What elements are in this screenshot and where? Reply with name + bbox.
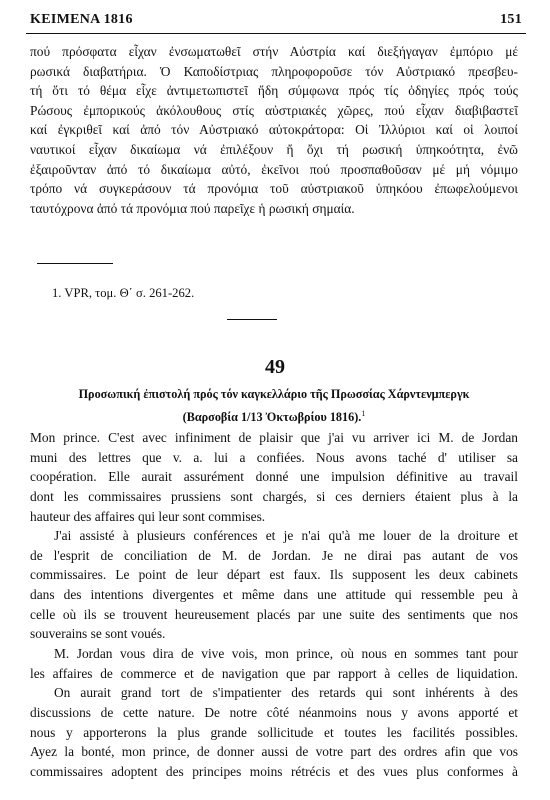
text-line: celle où ils se trouvent heureusement placés par une suite des sentiments que nos xyxy=(30,606,518,622)
heading-line: Προσωπική ἐπιστολή πρός τόν καγκελλάριο τῆς Πρωσσίας Χάρντενμπεργκ xyxy=(78,387,470,401)
text-line: M. Jordan vous dira de vive vois, mon prince, où nous en sommes tant pour xyxy=(54,646,518,662)
text-line: J'ai assisté à plusieurs conférences et je n'ai qu'à me louer de la droiture et xyxy=(54,528,518,544)
document-number: 49 xyxy=(265,356,285,378)
text-line: τή ὅτι τό θέμα εἶχε ἀντιμετωπιστεῖ ἤδη σύμφωνα πρός τίς ὁδηγίες πρός τούς xyxy=(30,83,518,99)
document-heading xyxy=(30,385,518,427)
section-separator xyxy=(227,319,277,320)
text-line: καί ἐγκριθεῖ καί ἀπό τόν Αὐστριακό αὐτοκράτορα: Οἱ Ἰλλύριοι καί οἱ λοιποί xyxy=(30,122,518,138)
heading-line-text: (Βαρσοβία 1/13 Ὀκτωβρίου 1816). xyxy=(182,410,362,425)
text-line: les affaires de commerce et de navigation que par rapport à celles de liquidation. xyxy=(30,665,518,681)
heading-line-2 xyxy=(30,404,518,427)
text-line: Mon prince. C'est avec infiniment de plaisir que j'ai vu arriver ici M. de Jordan xyxy=(30,430,518,445)
french-letter-body xyxy=(30,428,518,782)
text-line: dans des intentions divergentes et même dans une attitude qui ressemble peu à xyxy=(30,587,518,603)
header-rule xyxy=(26,33,526,34)
text-line: nous y apporterons la plus grande sollicitude et toutes les facilités possibles. xyxy=(30,724,518,740)
text-line: commissaires. Le point de leur départ est faux. Ils supposent les deux cabinets xyxy=(30,567,518,583)
text-line: τρόπο νά συγκεράσουν τά προνόμια τοῦ αὐστριακοῦ ὑπηκόου ἐπωφελούμενοι xyxy=(30,181,518,197)
text-line: de l'esprit de conciliation de M. de Jordan. Je ne dirai pas autant de vos xyxy=(30,547,518,563)
text-line: πού πρόσφατα εἶχαν ἐνσωματωθεῖ στήν Αὐστρία καί διεξήγαγαν ἐμπόριο μέ xyxy=(30,44,518,59)
footnote-rule xyxy=(37,263,113,264)
text-line: ναυτικοί εἶχαν δικαίωμα νά ἐπιλέξουν ἤ ὄχι τή ρωσική ὑπηκοότητα, ἐνῶ xyxy=(30,141,518,157)
text-line: souverains se sont voués. xyxy=(30,626,166,642)
page-number: 151 xyxy=(500,12,522,27)
text-line: dont les commissaires prussiens sont chargés, si ces derniers étaient plus à la xyxy=(30,488,518,504)
text-line: coopération. Elle aurait assurément donné une impulsion définitive au travail xyxy=(30,469,518,485)
footnote-marker: 1 xyxy=(361,409,366,418)
text-line: ταυτόχρονα ἀπό τά προνόμια πού παρεῖχε ἡ ρωσική σημαία. xyxy=(30,200,355,216)
text-line: hauteur des affaires qui leur sont commises. xyxy=(30,508,266,524)
running-header xyxy=(30,8,522,28)
text-line: commissaires adoptent des principes moins rétrécis et des vues plus conformes à xyxy=(30,763,518,779)
text-line: ἐξαιροῦνταν ἀπό τό δικαίωμα αὐτό, ἐκεῖνοι πού προσπαθοῦσαν μέ μή νόμιμο xyxy=(30,161,518,177)
text-line: ρωσικά διαβατήρια. Ὁ Καποδίστριας πληροφοροῦσε τόν Αὐστριακό πρεσβευ- xyxy=(30,63,518,79)
running-title: ΚΕΙΜΕΝΑ 1816 xyxy=(30,12,133,27)
text-line: discussions de cette nature. De notre côté néanmoins nous y avons apporté et xyxy=(30,704,518,720)
footnote: 1. VPR, τομ. Θ΄ σ. 261-262. xyxy=(52,286,195,300)
text-line: On aurait grand tort de s'impatienter des retards qui sont inhérents à des xyxy=(54,685,518,701)
greek-commentary-paragraph xyxy=(30,42,518,218)
text-line: Ρώσους ἐμπορικούς ἀκόλουθους στίς αὐστριακές χῶρες, πού εἶχαν διαβιβαστεῖ xyxy=(30,102,518,118)
text-line: muni des lettres que v. a. lui a confiées. Nous avons taché d' utiliser sa xyxy=(30,449,518,465)
text-line: Ayez la bonté, mon prince, de donner aussi de votre part des ordres afin que vos xyxy=(30,744,518,760)
